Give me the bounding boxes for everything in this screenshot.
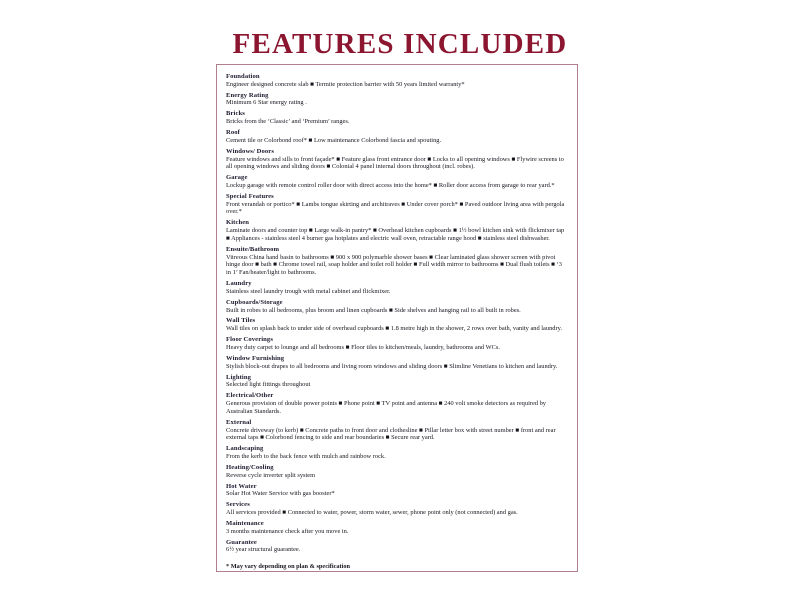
page-title: FEATURES INCLUDED bbox=[232, 28, 568, 60]
section-heading: Ensuite/Bathroom bbox=[226, 245, 280, 253]
section-heading: Wall Tiles bbox=[226, 317, 256, 325]
section-body: Wall tiles on splash back to under side of overhead cupboards ■ 1.8 metre high in the shower, 2 rows over bath, vanity and laundry. bbox=[226, 325, 562, 333]
feature-section bbox=[226, 374, 568, 390]
feature-section bbox=[226, 280, 568, 296]
section-heading: Lighting bbox=[226, 373, 251, 381]
feature-section bbox=[226, 129, 568, 145]
feature-section bbox=[226, 92, 568, 108]
section-body: 6½ year structural guarantee. bbox=[226, 546, 301, 554]
section-heading: Energy Rating bbox=[226, 91, 269, 99]
section-heading: Heating/Cooling bbox=[226, 463, 274, 471]
disclaimer-footnote: * May vary depending on plan & specification bbox=[226, 563, 351, 571]
section-body: Bricks from the ‘Classic’ and ‘Premium’ ranges. bbox=[226, 118, 350, 126]
section-heading: Bricks bbox=[226, 110, 245, 118]
section-heading: Garage bbox=[226, 174, 248, 182]
section-body: Front verandah or portico* ■ Lambs tongue skirting and architraves ■ Under cover porch* ■ Paved outdoor living area with pergola over.* bbox=[226, 200, 565, 216]
section-heading: Services bbox=[226, 501, 250, 509]
section-heading: Roof bbox=[226, 129, 240, 137]
section-heading: Laundry bbox=[226, 280, 252, 288]
section-body: Stylish block-out drapes to all bedrooms and living room windows and sliding doors ■ Slimline Venetians to kitchen and laundry. bbox=[226, 362, 558, 370]
section-heading: Kitchen bbox=[226, 219, 250, 227]
feature-section bbox=[226, 445, 568, 461]
section-body: Stainless steel laundry trough with metal cabinet and flickmixer. bbox=[226, 287, 391, 295]
feature-section bbox=[226, 193, 568, 216]
feature-section bbox=[226, 419, 568, 442]
section-heading: Floor Coverings bbox=[226, 336, 273, 344]
section-body: Reverse cycle inverter split system bbox=[226, 471, 316, 479]
feature-section bbox=[226, 110, 568, 126]
section-body: Engineer designed concrete slab ■ Termite protection barrier with 50 years limited warranty* bbox=[226, 80, 465, 88]
section-body: Cement tile or Colorbond roof* ■ Low maintenance Colorbond fascia and spouting. bbox=[226, 136, 442, 144]
section-heading: Guarantee bbox=[226, 538, 257, 546]
section-heading: Electrical/Other bbox=[226, 392, 274, 400]
feature-section bbox=[226, 73, 568, 89]
feature-section bbox=[226, 355, 568, 371]
section-heading: Foundation bbox=[226, 73, 260, 80]
feature-section bbox=[226, 174, 568, 190]
feature-section bbox=[226, 501, 568, 517]
section-body: Selected light fittings throughout bbox=[226, 381, 311, 389]
section-body: Feature windows and sills to front façade* ■ Feature glass front entrance door ■ Locks to all opening windows ■ Flywire screens to all opening windows and sliding doors ■ Colonial 4 panel internal doors throughout (incl. robes). bbox=[226, 155, 564, 171]
section-body: Generous provision of double power points ■ Phone point ■ TV point and antenna ■ 240 volt smoke detectors as required by Australian Standards. bbox=[226, 400, 546, 415]
feature-section bbox=[226, 317, 568, 333]
feature-section bbox=[226, 148, 568, 171]
section-body: Solar Hot Water Service with gas booster* bbox=[226, 490, 335, 498]
section-heading: Window Furnishing bbox=[226, 354, 285, 362]
feature-section bbox=[226, 539, 568, 555]
section-body: Heavy duty carpet to lounge and all bedrooms ■ Floor tiles to kitchen/meals, laundry, bathrooms and WCs. bbox=[226, 343, 500, 351]
section-body: Vitreous China hand basin to bathrooms ■ 900 x 900 polymarble shower bases ■ Clear laminated glass shower screen with pivot hinge door ■ bath ■ Chrome towel rail, soap holder and toilet roll holder ■ Full width mirror to bathrooms ■ Dual flush toilets ■ ‘3 in 1’ Fan/heater/light to bathrooms. bbox=[226, 253, 562, 277]
feature-section bbox=[226, 392, 568, 415]
section-body: Concrete driveway (to kerb) ■ Concrete paths to front door and clothesline ■ Pillar letter box with street number ■ front and rear external taps ■ Colorbond fencing to side and rear boundaries ■ Secure rear yard. bbox=[226, 426, 556, 442]
section-heading: External bbox=[226, 418, 252, 426]
section-heading: Special Features bbox=[226, 192, 274, 200]
section-heading: Windows/ Doors bbox=[226, 147, 274, 155]
section-heading: Maintenance bbox=[226, 520, 264, 528]
section-heading: Cupboards/Storage bbox=[226, 298, 283, 306]
section-heading: Landscaping bbox=[226, 445, 264, 453]
feature-section bbox=[226, 520, 568, 536]
feature-section bbox=[226, 464, 568, 480]
section-body: Lockup garage with remote control roller door with direct access into the home* ■ Roller door access from garage to rear yard.* bbox=[226, 182, 555, 190]
section-body: Minimum 6 Star energy rating . bbox=[226, 99, 307, 107]
feature-section bbox=[226, 219, 568, 242]
section-body: From the kerb to the back fence with mulch and rainbow rock. bbox=[226, 452, 386, 460]
section-heading: Hot Water bbox=[226, 482, 257, 490]
section-body: Built in robes to all bedrooms, plus broom and linen cupboards ■ Side shelves and hanging rail to all built in robes. bbox=[226, 306, 521, 314]
section-body: 3 months maintenance check after you move in. bbox=[226, 527, 349, 535]
feature-section bbox=[226, 336, 568, 352]
feature-section bbox=[226, 246, 568, 277]
feature-section bbox=[226, 299, 568, 315]
section-body: Laminate doors and counter top ■ Large walk-in pantry* ■ Overhead kitchen cupboards ■ 1½ bowl kitchen sink with flickmixer tap ■ Appliances - stainless steel 4 burner gas hotplates and electric wall oven, retractable range hood ■ stainless steel dishwasher. bbox=[226, 227, 565, 242]
feature-section bbox=[226, 483, 568, 499]
section-body: All services provided ■ Connected to water, power, storm water, sewer, phone point only (not connected) and gas. bbox=[226, 509, 518, 517]
features-list-panel bbox=[216, 64, 578, 572]
